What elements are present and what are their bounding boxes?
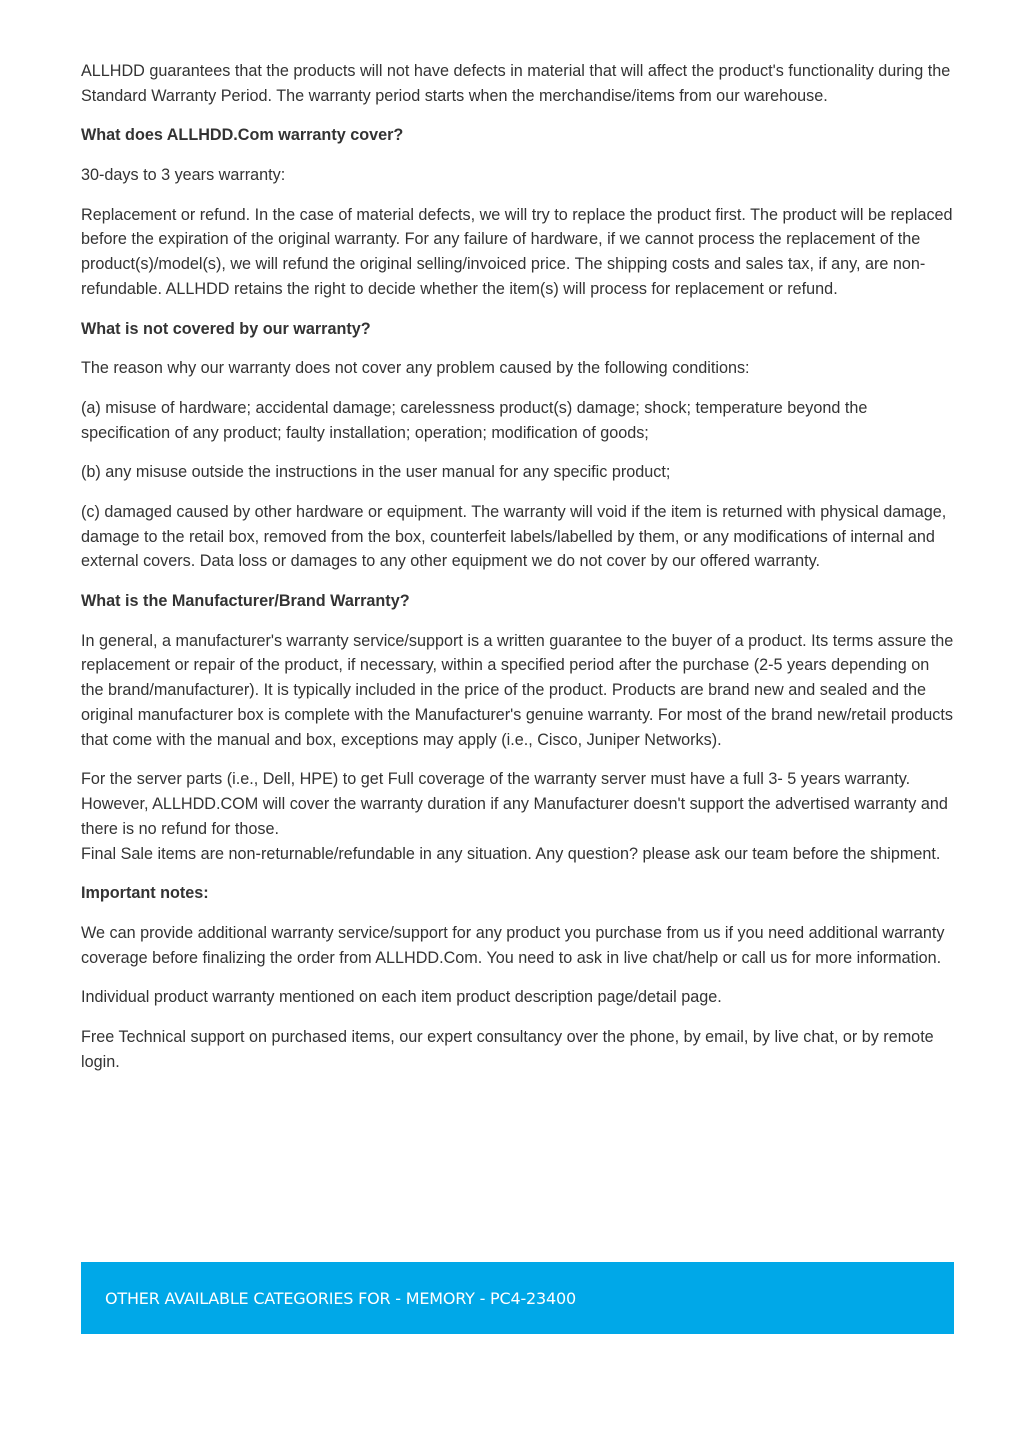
notes-heading: Important notes: xyxy=(81,884,209,903)
server-parts-text: For the server parts (i.e., Dell, HPE) to get Full coverage of the warranty server must have a full 3- 5 years warranty. However, ALLHDD.COM will cover the warranty duration if any Manufacturer doesn't support the advertised warranty and there is no refund for those. xyxy=(81,770,948,838)
manufacturer-text: In general, a manufacturer's warranty service/support is a written guarantee to the buyer of a product. Its terms assure the replacement or repair of the product, if necessary, within a specified period after the purchase (2-5 years depending on the brand/manufacturer). It is typically included in the price of the product. Products are brand new and sealed and the original manufacturer box is complete with the Manufacturer's genuine warranty. For most of the brand new/retail products that come with the manual and box, exceptions may apply (i.e., Cisco, Juniper Networks). xyxy=(81,631,954,749)
warranty-intro: ALLHDD guarantees that the products will not have defects in material that will affect the product's functionality during the Standard Warranty Period. The warranty period starts when the merchandise/items from our warehouse. xyxy=(81,62,951,105)
cover-heading: What does ALLHDD.Com warranty cover? xyxy=(81,126,404,145)
cover-text: Replacement or refund. In the case of material defects, we will try to replace the product first. The product will be replaced before the expiration of the original warranty. For any failure of hardware, if we cannot process the replacement of the product(s)/model(s), we will refund the original selling/invoiced price. The shipping costs and sales tax, if any, are non-refundable. ALLHDD retains the right to decide whether the item(s) will process for replacement or refund. xyxy=(81,205,953,298)
condition-c: (c) damaged caused by other hardware or equipment. The warranty will void if the item is returned with physical damage, damage to the retail box, removed from the box, counterfeit labels/labelled by them, or any modifications of internal and external covers. Data loss or damages to any other equipment we do not cover by our offered warranty. xyxy=(81,502,947,571)
cover-period: 30-days to 3 years warranty: xyxy=(81,165,286,184)
condition-a: (a) misuse of hardware; accidental damage; carelessness product(s) damage; shock; temperature beyond the specification of any product; faulty installation; operation; modification of goods; xyxy=(81,398,868,442)
warranty-content xyxy=(81,59,956,1089)
notes-text-2: Individual product warranty mentioned on each item product description page/detail page. xyxy=(81,988,722,1007)
other-categories-label: OTHER AVAILABLE CATEGORIES FOR - MEMORY - PC4-23400 xyxy=(105,1288,576,1308)
other-categories-banner[interactable] xyxy=(81,1262,954,1334)
notes-text-1: We can provide additional warranty service/support for any product you purchase from us if you need additional warranty coverage before finalizing the order from ALLHDD.Com. You need to ask in live chat/help or call us for more information. xyxy=(81,923,945,967)
condition-b: (b) any misuse outside the instructions in the user manual for any specific product; xyxy=(81,463,671,482)
manufacturer-heading: What is the Manufacturer/Brand Warranty? xyxy=(81,591,410,610)
notes-text-3: Free Technical support on purchased items, our expert consultancy over the phone, by email, by live chat, or by remote login. xyxy=(81,1027,934,1071)
server-parts-paragraph xyxy=(81,767,956,866)
final-sale-text: Final Sale items are non-returnable/refundable in any situation. Any question? please ask our team before the shipment. xyxy=(81,844,941,863)
not-covered-intro: The reason why our warranty does not cover any problem caused by the following conditions: xyxy=(81,359,750,378)
not-covered-heading: What is not covered by our warranty? xyxy=(81,319,371,338)
